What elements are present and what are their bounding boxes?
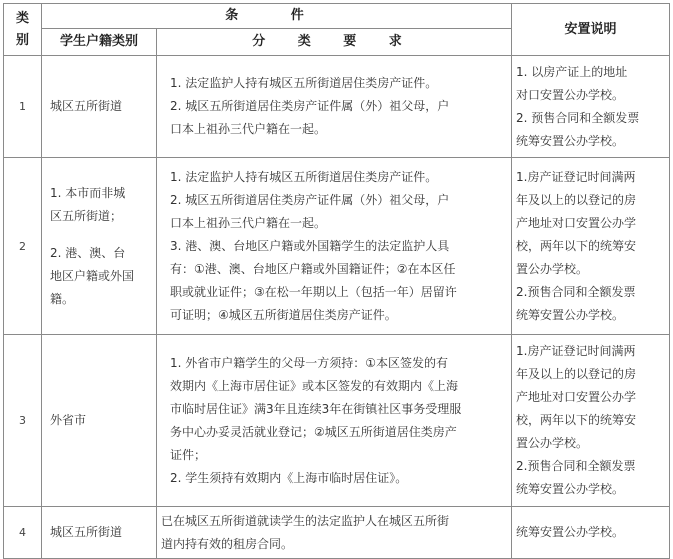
table-row <box>4 56 670 158</box>
classification-header <box>157 29 512 56</box>
condition-line: 证件； <box>170 447 207 462</box>
table-row <box>4 335 670 507</box>
placement-cell <box>512 507 670 559</box>
category-line: 城区五所街道 <box>50 99 123 113</box>
condition-line: 口本上祖孙三代户籍在一起。 <box>170 215 327 230</box>
placement-line: 统筹安置公办学校。 <box>516 307 625 322</box>
condition-line: 2. 城区五所街道居住类房产证件属（外）祖父母，户 <box>170 99 450 113</box>
placement-line: 1.房产证登记时间满两 <box>516 169 636 184</box>
type-header-line-1: 类 <box>15 10 29 26</box>
placement-cell <box>512 56 670 158</box>
condition-line: 1. 法定监护人持有城区五所街道居住类房产证件。 <box>170 76 438 90</box>
condition-line: 1. 外省市户籍学生的父母一方须持：①本区签发的有 <box>170 355 449 370</box>
placement-line: 校，两年以下的统筹安 <box>516 413 637 427</box>
placement-line: 2. 预售合同和全额发票 <box>516 110 640 125</box>
student-category-header <box>42 29 157 56</box>
conditions-header <box>42 4 512 29</box>
condition-cell <box>157 158 512 335</box>
row-number: 1 <box>4 56 42 158</box>
condition-line: 有：①港、澳、台地区户籍或外国籍证件；②在本区任 <box>170 261 456 276</box>
placement-cell <box>512 335 670 507</box>
condition-line: 口本上祖孙三代户籍在一起。 <box>170 122 327 136</box>
condition-line: 2. 城区五所街道居住类房产证件属（外）祖父母，户 <box>170 192 450 207</box>
category-line: 地区户籍或外国 <box>50 268 135 283</box>
category-line <box>50 228 152 242</box>
conditions-header-label: 条 件 <box>225 8 328 23</box>
type-column-header <box>4 4 42 56</box>
condition-line: 3. 港、澳、台地区户籍或外国籍学生的法定监护人具 <box>170 238 450 253</box>
condition-line: 职或就业证件；③在松一年期以上（包括一年）居留许 <box>170 284 457 299</box>
category-line: 城区五所街道 <box>50 525 123 539</box>
row-number: 3 <box>4 335 42 507</box>
condition-cell <box>157 507 512 559</box>
placement-table <box>3 3 670 559</box>
category-line: 1. 本市而非城 <box>50 185 126 200</box>
student-category-header-label: 学生户籍类别 <box>59 34 138 49</box>
placement-line: 统筹安置公办学校。 <box>516 482 625 496</box>
category-line: 籍。 <box>50 291 75 306</box>
student-category-cell <box>42 335 157 507</box>
condition-line: 2. 学生须持有效期内《上海市临时居住证》。 <box>170 470 408 485</box>
category-line: 区五所街道； <box>50 208 123 223</box>
placement-line: 置公办学校。 <box>516 261 589 276</box>
placement-line: 年及以上的以登记的房 <box>516 192 637 207</box>
placement-line: 2.预售合同和全额发票 <box>516 284 636 299</box>
category-line: 2. 港、澳、台 <box>50 245 126 260</box>
condition-line: 已在城区五所街道就读学生的法定监护人在城区五所街 <box>161 513 450 528</box>
placement-cell <box>512 158 670 335</box>
classification-header-label: 分 类 要 求 <box>252 34 416 49</box>
row-number: 4 <box>4 507 42 559</box>
placement-line: 校，两年以下的统筹安 <box>516 238 637 253</box>
table-row <box>4 507 670 559</box>
placement-line: 1. 以房产证上的地址 <box>516 64 628 79</box>
placement-line: 1.房产证登记时间满两 <box>516 344 636 358</box>
condition-line: 1. 法定监护人持有城区五所街道居住类房产证件。 <box>170 169 438 184</box>
condition-cell <box>157 56 512 158</box>
row-number: 2 <box>4 158 42 335</box>
condition-line: 务中心办妥灵活就业登记；②城区五所街道居住类房产 <box>170 424 457 439</box>
placement-line: 产地址对口安置公办学 <box>516 390 637 404</box>
condition-line: 可证明；④城区五所街道居住类房产证件。 <box>170 307 397 322</box>
placement-line: 统筹安置公办学校。 <box>516 133 625 148</box>
condition-line: 效期内《上海市居住证》或本区签发的有效期内《上海 <box>170 378 459 393</box>
placement-header <box>512 4 670 56</box>
condition-cell <box>157 335 512 507</box>
condition-line: 市临时居住证》满3年且连续3年在街镇社区事务受理服 <box>170 401 462 416</box>
placement-header-label: 安置说明 <box>564 21 617 37</box>
placement-line: 年及以上的以登记的房 <box>516 367 637 381</box>
student-category-cell <box>42 507 157 559</box>
type-header-line-2: 别 <box>15 32 29 48</box>
placement-line: 对口安置公办学校。 <box>516 87 625 102</box>
condition-line: 道内持有效的租房合同。 <box>161 536 294 551</box>
student-category-cell <box>42 56 157 158</box>
table-row <box>4 158 670 335</box>
placement-line: 2.预售合同和全额发票 <box>516 459 636 473</box>
placement-line: 置公办学校。 <box>516 436 589 450</box>
student-category-cell <box>42 158 157 335</box>
placement-line: 统筹安置公办学校。 <box>516 525 625 539</box>
placement-line: 产地址对口安置公办学 <box>516 215 637 230</box>
category-line: 外省市 <box>50 413 87 427</box>
